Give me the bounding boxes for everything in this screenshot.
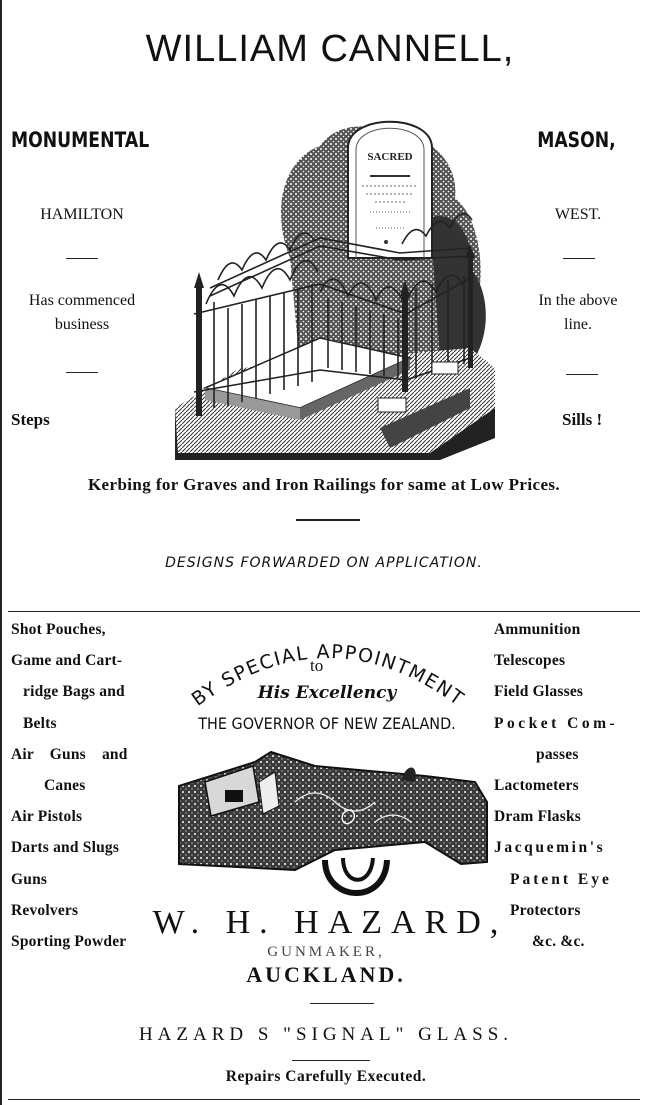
- tagline-rule: [296, 519, 360, 521]
- divider-right-2: [566, 374, 598, 375]
- gunmaker-label: GUNMAKER,: [267, 944, 385, 960]
- list-item: Telescopes: [494, 652, 566, 670]
- city-rule: [310, 1003, 374, 1004]
- list-item: Game and Cart-: [11, 652, 123, 670]
- above-line-2: line.: [564, 316, 592, 333]
- list-item: Guns: [11, 870, 48, 888]
- divider-right-1: [563, 258, 595, 259]
- shotgun-illustration: [175, 742, 490, 904]
- designs-notice: DESIGNS FORWARDED ON APPLICATION.: [165, 555, 483, 571]
- list-item: Revolvers: [11, 901, 79, 919]
- headstone-text: SACRED: [367, 151, 413, 163]
- kerbing-tagline: Kerbing for Graves and Iron Railings for same at Low Prices.: [87, 475, 561, 494]
- sills-label: Sills !: [562, 410, 603, 429]
- list-item: Belts: [23, 714, 57, 732]
- hazard-name: W. H. HAZARD,: [152, 904, 508, 941]
- list-item: &c. &c.: [532, 933, 585, 951]
- ad-separator-bottom: [8, 1099, 640, 1100]
- list-item: Jacquemin's: [494, 839, 606, 857]
- list-item: Pocket Com-: [494, 714, 619, 732]
- governor-line: THE GOVERNOR OF NEW ZEALAND.: [198, 714, 456, 733]
- list-item: Ammunition: [494, 621, 581, 638]
- signal-glass-line: HAZARD S "SIGNAL" GLASS.: [138, 1024, 514, 1045]
- list-item: Sporting Powder: [11, 933, 127, 951]
- repairs-line: Repairs Carefully Executed.: [225, 1068, 427, 1085]
- list-item: Field Glasses: [494, 683, 584, 701]
- commenced-line-2: business: [54, 316, 110, 333]
- list-item: Lactometers: [494, 777, 579, 795]
- west-label: WEST.: [554, 206, 602, 223]
- list-item: Patent Eye: [510, 870, 612, 888]
- signal-rule: [292, 1060, 370, 1061]
- divider-left-1: [66, 258, 98, 259]
- grave-illustration: [170, 108, 500, 460]
- list-item: Air Pistols: [11, 808, 83, 826]
- list-item: ridge Bags and: [23, 683, 125, 701]
- cannell-title: WILLIAM CANNELL,: [145, 28, 515, 70]
- his-excellency: His Excellency: [257, 683, 397, 703]
- list-item: Shot Pouches,: [11, 621, 106, 638]
- steps-label: Steps: [11, 410, 50, 429]
- list-item: Darts and Slugs: [11, 839, 120, 857]
- special-appointment-text: BY SPECIAL APPOINTMENT: [187, 640, 469, 711]
- commenced-line-1: Has commenced: [28, 292, 136, 309]
- hamilton-label: HAMILTON: [40, 206, 124, 223]
- auckland-label: AUCKLAND.: [246, 962, 406, 987]
- list-item: Protectors: [510, 901, 581, 919]
- mason-heading: MASON,: [537, 128, 616, 152]
- ad-separator-top: [8, 611, 640, 612]
- monumental-heading: MONUMENTAL: [11, 128, 150, 152]
- list-item: passes: [536, 745, 579, 763]
- list-item: Canes: [44, 777, 86, 795]
- list-item: Dram Flasks: [494, 808, 582, 826]
- list-item: Air Guns and: [11, 745, 128, 763]
- above-line-1: In the above: [538, 292, 618, 309]
- to-word: to: [310, 656, 324, 675]
- divider-left-2: [66, 372, 98, 373]
